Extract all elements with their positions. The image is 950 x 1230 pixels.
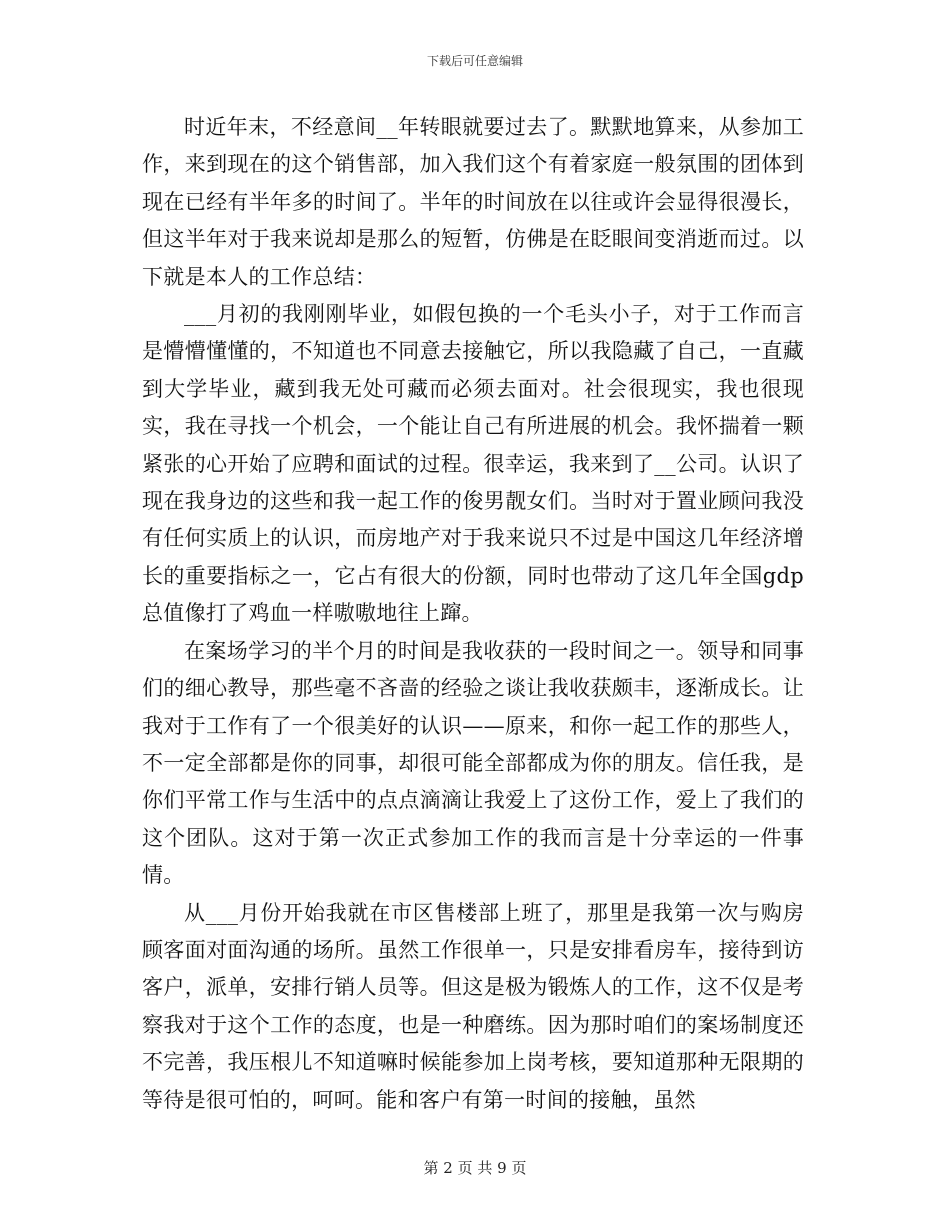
paragraph-4: 从___月份开始我就在市区售楼部上班了，那里是我第一次与购房顾客面对面沟通的场所。虽然工作很单一，只是安排看房车，接待到访客户，派单，安排行销人员等。但这是极为锻炼人的工作，这不仅是考察我对于这个工作的态度，也是一种磨练。因为那时咱们的案场制度还不完善，我压根儿不知道嘛时候能参加上岗考核，要知道那种无限期的等待是很可怕的，呵呵。能和客户有第一时间的接触，虽然	[142, 900, 804, 1112]
document-body	[142, 109, 804, 1119]
paragraph-2: ___月初的我刚刚毕业，如假包换的一个毛头小子，对于工作而言是懵懵懂懂的，不知道也不同意去接触它，所以我隐藏了自己，一直藏到大学毕业，藏到我无处可藏而必须去面对。社会很现实，我也很现实，我在寻找一个机会，一个能让自己有所进展的机会。我怀揣着一颗紧张的心开始了应聘和面试的过程。很幸运，我来到了__公司。认识了现在我身边的这些和我一起工作的俊男靓女们。当时对于置业顾问我没有任何实质上的认识，而房地产对于我来说只不过是中国这几年经济增长的重要指标之一，它占有很大的份额，同时也带动了这几年全国gdp总值像打了鸡血一样嗷嗷地往上蹿。	[142, 302, 804, 626]
page-footer: 第 2 页 共 9 页	[423, 1159, 527, 1177]
paragraph-3: 在案场学习的半个月的时间是我收获的一段时间之一。领导和同事们的细心教导，那些毫不吝啬的经验之谈让我收获颇丰，逐渐成长。让我对于工作有了一个很美好的认识——原来，和你一起工作的那些人，不一定全部都是你的同事，却很可能全部都成为你的朋友。信任我，是你们平常工作与生活中的点点滴滴让我爱上了这份工作，爱上了我们的这个团队。这对于第一次正式参加工作的我而言是十分幸运的一件事情。	[142, 638, 804, 888]
paragraph-1: 时近年末，不经意间__年转眼就要过去了。默默地算来，从参加工作，来到现在的这个销售部，加入我们这个有着家庭一般氛围的团体到现在已经有半年多的时间了。半年的时间放在以往或许会显得很漫长，但这半年对于我来说却是那么的短暂，仿佛是在眨眼间变消逝而过。以下就是本人的工作总结：	[142, 115, 804, 289]
page-header: 下载后可任意编辑	[426, 54, 523, 68]
